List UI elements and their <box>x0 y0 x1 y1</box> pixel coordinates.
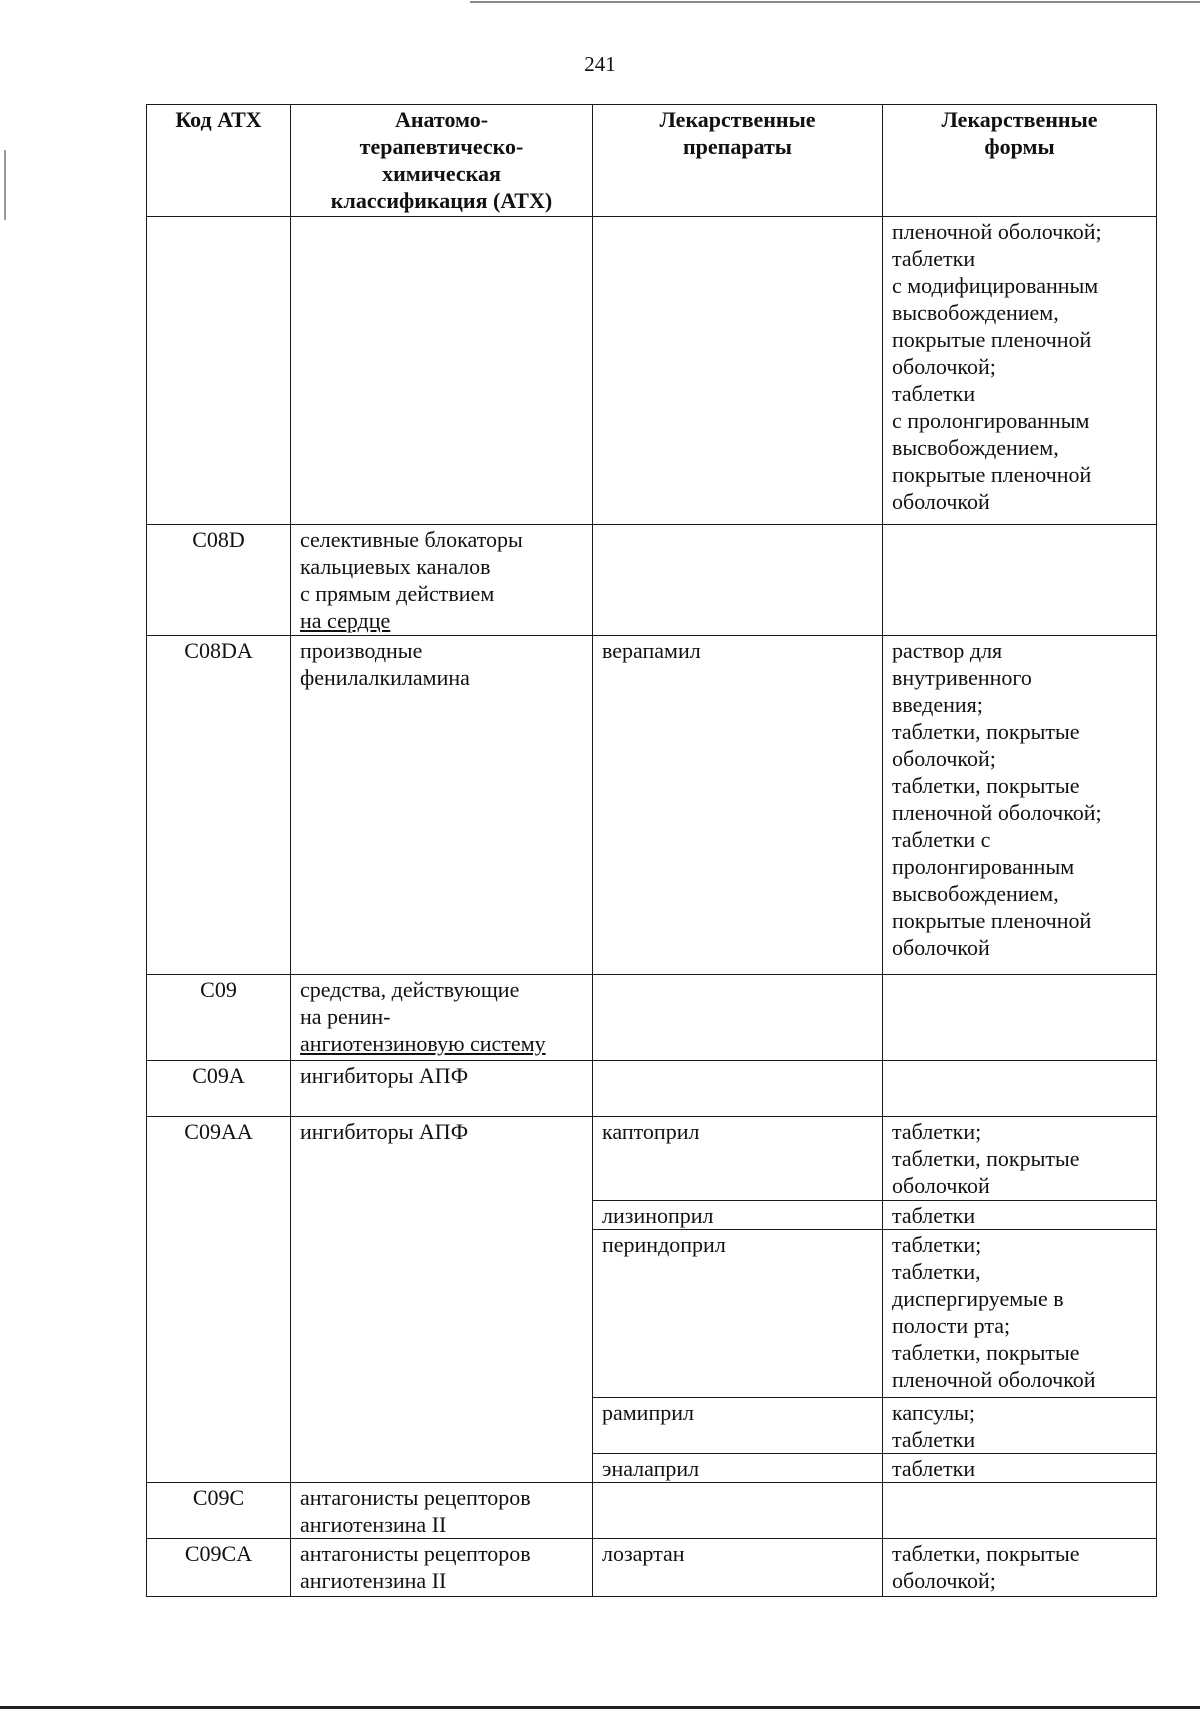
text-line: фенилалкиламина <box>300 665 470 690</box>
text-line: химическая <box>382 161 501 186</box>
text-line: производные <box>300 638 423 663</box>
text-line: покрытые пленочной <box>892 462 1092 487</box>
cell-classification <box>291 636 593 975</box>
cell-forms <box>883 1117 1157 1201</box>
text-line: таблетки, покрытые <box>892 773 1080 798</box>
text-line: таблетки <box>892 1203 976 1228</box>
cell-code: C09A <box>147 1061 291 1117</box>
text-line: эналаприл <box>602 1456 700 1481</box>
text-line: оболочкой; <box>892 1568 996 1593</box>
text-line: таблетки <box>892 246 976 271</box>
text-line: формы <box>984 134 1055 159</box>
cell-forms <box>883 975 1157 1061</box>
text-line: кальциевых каналов <box>300 554 491 579</box>
text-line: высвобождением, <box>892 881 1059 906</box>
cell-code: C09CA <box>147 1539 291 1597</box>
header-classification <box>291 105 593 217</box>
text-line: высвобождением, <box>892 300 1059 325</box>
text-line: верапамил <box>602 638 701 663</box>
text-line: оболочкой <box>892 935 990 960</box>
text-line: лизиноприл <box>602 1203 714 1228</box>
text-line: оболочкой; <box>892 746 996 771</box>
text-line: покрытые пленочной <box>892 327 1092 352</box>
cell-classification <box>291 1539 593 1597</box>
table-row <box>147 975 1157 1061</box>
text-line: полости рта; <box>892 1313 1011 1338</box>
text-line: оболочкой; <box>892 354 996 379</box>
text-line: диспергируемые в <box>892 1286 1064 1311</box>
page-number: 241 <box>584 52 616 76</box>
text-line: с модифицированным <box>892 273 1099 298</box>
text-line: высвобождением, <box>892 435 1059 460</box>
text-line: рамиприл <box>602 1400 694 1425</box>
text-line: покрытые пленочной <box>892 908 1092 933</box>
text-line: терапевтическо- <box>359 134 524 159</box>
cell-drug <box>593 1398 883 1454</box>
cell-classification <box>291 1117 593 1483</box>
text-line: таблетки, покрытые <box>892 1541 1080 1566</box>
cell-classification <box>291 217 593 525</box>
text-line: пролонгированным <box>892 854 1075 879</box>
text-line: ингибиторы АПФ <box>300 1119 469 1144</box>
text-line: внутривенного <box>892 665 1032 690</box>
text-line: Анатомо- <box>394 107 489 132</box>
cell-forms <box>883 636 1157 975</box>
cell-drug <box>593 1117 883 1201</box>
header-code <box>147 105 291 217</box>
text-line: ангиотензина II <box>300 1512 447 1537</box>
text-line: таблетки с <box>892 827 991 852</box>
scan-left-mark <box>4 150 6 220</box>
text-line: капсулы; <box>892 1400 975 1425</box>
text-line: таблетки; <box>892 1232 982 1257</box>
table-body <box>147 217 1157 1597</box>
cell-classification <box>291 525 593 636</box>
text-line: антагонисты рецепторов <box>300 1541 531 1566</box>
text-line: оболочкой <box>892 489 990 514</box>
text-line: таблетки, покрытые <box>892 1146 1080 1171</box>
text-line: классификация (АТХ) <box>330 188 553 213</box>
atx-table <box>146 104 1157 1597</box>
table-header-row <box>147 105 1157 217</box>
cell-drug <box>593 525 883 636</box>
table-row <box>147 1061 1157 1117</box>
header-forms <box>883 105 1157 217</box>
cell-forms <box>883 1483 1157 1539</box>
cell-code: C09 <box>147 975 291 1061</box>
cell-forms <box>883 1454 1157 1483</box>
table-row <box>147 636 1157 975</box>
scan-top-line <box>470 1 1200 3</box>
text-line: антагонисты рецепторов <box>300 1485 531 1510</box>
cell-code: C08D <box>147 525 291 636</box>
cell-drug <box>593 636 883 975</box>
text-line: периндоприл <box>602 1232 726 1257</box>
cell-code: C09C <box>147 1483 291 1539</box>
cell-forms <box>883 1230 1157 1398</box>
text-line: таблетки <box>892 1427 976 1452</box>
text-line: оболочкой <box>892 1173 990 1198</box>
table-row <box>147 1117 1157 1201</box>
text-line: с прямым действием <box>300 581 495 606</box>
text-line: таблетки <box>892 381 976 406</box>
text-line: пленочной оболочкой; <box>892 219 1102 244</box>
text-line: таблетки <box>892 1456 976 1481</box>
text-line: ингибиторы АПФ <box>300 1063 469 1088</box>
cell-code <box>147 217 291 525</box>
cell-drug <box>593 1483 883 1539</box>
table-row <box>147 525 1157 636</box>
cell-drug <box>593 1201 883 1230</box>
cell-forms <box>883 1398 1157 1454</box>
cell-forms <box>883 1201 1157 1230</box>
text-line: раствор для <box>892 638 1003 663</box>
text-line: таблетки; <box>892 1119 982 1144</box>
text-line: Код АТХ <box>175 107 262 132</box>
text-line: препараты <box>682 134 792 159</box>
cell-classification <box>291 1483 593 1539</box>
text-line: ангиотензиновую систему <box>300 1031 546 1056</box>
cell-classification <box>291 975 593 1061</box>
text-line: на ренин- <box>300 1004 391 1029</box>
text-line: лозартан <box>602 1541 685 1566</box>
text-line: пленочной оболочкой; <box>892 800 1102 825</box>
cell-forms <box>883 1539 1157 1597</box>
cell-drug <box>593 1539 883 1597</box>
text-line: таблетки, <box>892 1259 981 1284</box>
text-line: Лекарственные <box>941 107 1098 132</box>
scan-bottom-line <box>0 1706 1200 1709</box>
text-line: ангиотензина II <box>300 1568 447 1593</box>
table-row <box>147 1483 1157 1539</box>
cell-drug <box>593 1061 883 1117</box>
cell-code: C09AA <box>147 1117 291 1483</box>
text-line: каптоприл <box>602 1119 700 1144</box>
header-drugs <box>593 105 883 217</box>
cell-drug <box>593 1230 883 1398</box>
text-line: введения; <box>892 692 983 717</box>
text-line: средства, действующие <box>300 977 520 1002</box>
cell-drug <box>593 975 883 1061</box>
cell-forms <box>883 1061 1157 1117</box>
text-line: на сердце <box>300 608 391 633</box>
cell-forms <box>883 525 1157 636</box>
table-row <box>147 217 1157 525</box>
cell-code: C08DA <box>147 636 291 975</box>
cell-forms <box>883 217 1157 525</box>
cell-drug <box>593 217 883 525</box>
text-line: с пролонгированным <box>892 408 1090 433</box>
text-line: таблетки, покрытые <box>892 719 1080 744</box>
text-line: пленочной оболочкой <box>892 1367 1096 1392</box>
text-line: таблетки, покрытые <box>892 1340 1080 1365</box>
text-line: селективные блокаторы <box>300 527 523 552</box>
text-line: Лекарственные <box>659 107 816 132</box>
cell-classification <box>291 1061 593 1117</box>
table-row <box>147 1539 1157 1597</box>
cell-drug <box>593 1454 883 1483</box>
